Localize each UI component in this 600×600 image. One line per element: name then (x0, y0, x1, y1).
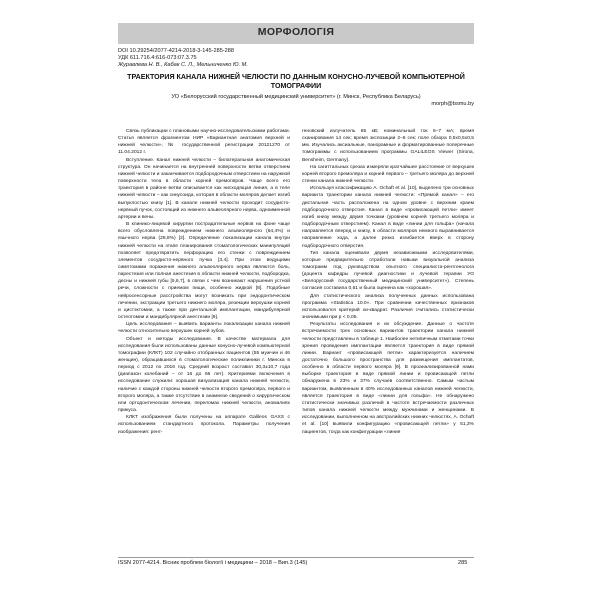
article-title: ТРАЕКТОРИЯ КАНАЛА НИЖНЕЙ ЧЕЛЮСТИ ПО ДАННЫМ КОНУСНО-ЛУЧЕВОЙ КОМПЬЮТЕРНОЙ ТОМОГРАФИИ (127, 73, 465, 91)
left-paragraph: В клинико-лицевой хирургии пострадательные нервов на фоне чаще всего обусловлена повреждением нижнего альвеолярного (64,4%) и язычного нерва (28,8%) [2]. Определение локализации канала внутри нижней челюсти на этапе планирования стоматологических манипуляций позволяет предотвратить перфорацию его стенки с повреждением элементов сосудисто-нервного пучка [3,4]. При этом ведущими симптомами поражения нижнего альвеолярного нерва являются боль, парестезия или полная анестезия в области нижней челюсти, подбородка, десны и нижней губы [5,6,7], в связи с чем возникают нарушения устной речи, сложности с приемом пищи, особенно жидкой [8]. Подобные нейросенсорные расстройства могут возникать при эндодонтическом лечении, экстракции третьего нижнего моляра, резекции верхушки корней и цистэктомии, а также при дентальной имплантации, мандибулярной остеотомии и мандибулярной анестезии [9]. (118, 222, 290, 321)
right-paragraph: На сагиттальных срезах измеряли кратчайшее расстояние от верхушек корней второго премоляра и корней первого – третьего моляра до верхней стенки канала нижней челюсти. (302, 164, 474, 185)
right-paragraph: геновский излучатель 85 кВ; номинальный ток 5–7 мА; время сканирования 14 сек; время экспозиции 2–6 сек; поле обзора 0,5х0,5х0,5 мм. Изучались аксиальные, панорамные и форматированные поперечные томограммы с использованием программы GALILEOS Viewer (Sirona, Bensheim, Germany). (302, 129, 474, 163)
right-text-column (302, 128, 474, 436)
doi-line: DOI 10.29254/2077-4214-2018-3-145-285-288 (118, 48, 235, 54)
left-paragraph: Связь публикации с плановыми научно-исследовательскими работами. Статья является фрагментом НИР «Вариантная анатомия верхней и нижней челюсти», № государственной регистрации 20121270 от 11.04.2012 г. (118, 129, 290, 156)
left-paragraph: Вступление. Канал нижней челюсти – билатеральная анатомическая структура. Он начинается на внутренней поверхности ветви отверстием нижней челюсти и заканчивается подбородочным отверстием на наружной поверхности тела в области корней премоляров. Чаще всего его траектория в районе ветви описывается как нисходящая линия, а в теле нижней челюсти – как синусоида, которая в области моляров делает изгиб выпуклостью книзу [1]. В канале нижней челюсти проходит сосудисто-нервный пучок, состоящий из нижнего альвеолярного нерва, одноименной артерии и вены. (118, 157, 290, 220)
left-paragraph: Цель исследования – выявить варианты локализации канала нижней челюсти относительно верхушек корней зубов. (118, 322, 290, 335)
left-paragraph: Объект и методы исследования. В качестве материала для исследования были использованы данные конусно-лучевой компьютерной томографии (КЛКТ) 102 случайно отобранных пациентов (55 мужчин и 46 женщин), обращавшихся в стоматологические поликлиники г. Минска в период с 2012 по 2016 год. Средний возраст составил 30,3±10,7 года (диапазон колебаний – от 16 до 66 лет). Критериями включения в исследование служили: хорошая визуализация канала нижней челюсти, наличие с каждой стороны нижней челюсти второго премоляра, первого и второго моляра, а также отсутствие в анамнезе сведений о хирургическом или ортодонтическом лечении, переломах нижней челюсти, аномалиях прикуса. (118, 336, 290, 414)
authors-line: Журавлева Н. В., Кабак С. Л., Мельниченко Ю. М. (118, 62, 248, 68)
right-paragraph: Результаты исследования и их обсуждение. Данные о частоте встречаемости трех основных вариантов траектории канала нижней челюсти представлены в таблице 1. Наиболее нетипичным отметами точки зрения проведения имплантации является траектория в виде прямой линии. Вариант «провисающей петли» характеризуется наличием достаточно большого пространства для размещения имплантатов, особенно в области первого моляра [9]. В проанализированной нами выборке траектория в виде прямой линии и провисающей петли обнаружена в 23% и 37% случаев соответственно. Самым частым вариантом, выявленным в 40% исследованных каналов нижней челюсти, является траектория в виде «линии для гольфа». Не обнаружено статистически значимых различий в частоте встречаемости различных типов канала нижней челюсти между мужчинами и женщинами. В исследовании, выполненном на австралийских нижних челюстях, A. Ochaft et al. [10] выявили конфигурацию «провисающей петли» у 51,3% пациентов, тогда как конфигурации «линия (302, 322, 475, 435)
footer-journal-info: ISSN 2077-4214. Вісник проблем біології і медицини – 2018 – Вип.3 (145) (118, 560, 308, 566)
right-paragraph: Тип канала оценивали двумя независимыми исследователями, которые предварительно отработали навыки визуальной анализа томограмм под руководством опытного специалиста-рентгенолога (доцента кафедры лучевой диагностики и лучевой терапии УО «Белорусский государственный медицинский университет»). Степень согласия составила 0,61 и была оценена как «хорошая». (302, 250, 474, 292)
footer-divider (118, 557, 474, 558)
udc-line: УДК 611.716.4:616-073:07.3.75 (118, 55, 197, 61)
contact-email: morph@bsmu.by (431, 101, 474, 107)
left-text-column (118, 128, 290, 436)
right-paragraph: Используя классификацию A. Ochaft et al. [10], выделено три основных варианта траектории канала нижней челюсти: «Прямой канал» – его дистальная часть расположена на одном уровне с верхним краем подбородочного отверстия. Канал в виде «провисающей петли» имеет изгиб книзу между двумя точками (уровнем корней третьего моляра и подбородочным отверстием). Канал в виде «линии для гольфа» (начала направляется вперед и книзу, в области моляров немного выравнивается направление хода, а далее резко изгибается вверх в сторону подбородочного отверстия. (302, 186, 474, 249)
affiliation-line: УО «Белорусский государственный медицинский университет» (г. Минск, Республика Беларусь) (171, 94, 421, 100)
right-paragraph: Для статистического анализа полученных данных использована программа «Statistica 10.0». При сравнении качественных признаков использовался критерий хи-квадрат. Различия считались статистически значимыми при p < 0,05. (302, 293, 474, 321)
left-paragraph: КЛКТ изображения были получены на аппарате Galileos GAXS с использованием стандартного протокола. Параметры получения изображения: рент- (118, 415, 290, 435)
page-number: 285 (458, 560, 468, 566)
section-title: МОРФОЛОГІЯ (257, 26, 335, 38)
